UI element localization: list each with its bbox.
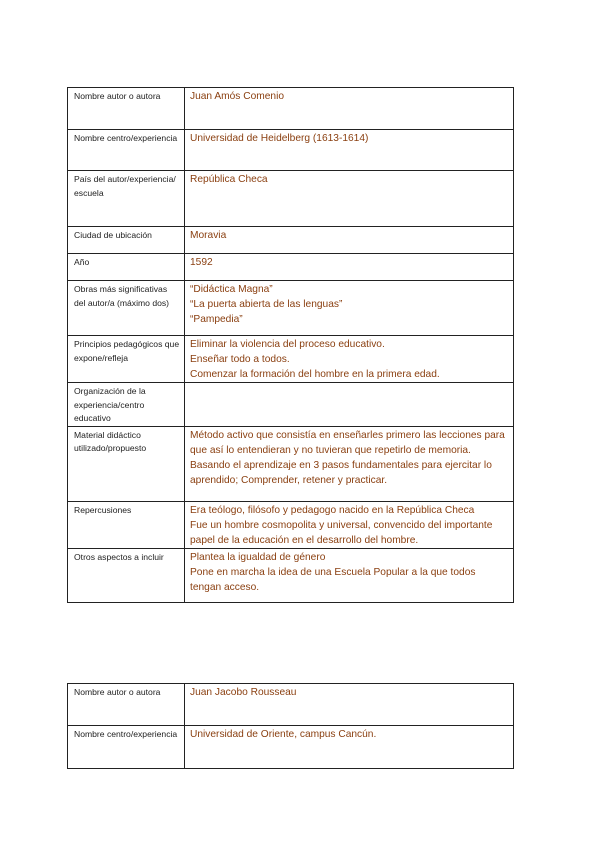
table-row: [68, 336, 514, 383]
table-row: [68, 281, 514, 336]
author-form-table-2: [67, 683, 514, 769]
value-line: “Didáctica Magna”: [190, 284, 273, 295]
value-line: República Checa: [190, 174, 268, 185]
row-value: [185, 88, 514, 130]
row-value: [185, 548, 514, 602]
row-label: Nombre autor o autora: [68, 684, 185, 726]
row-value: [185, 171, 514, 227]
row-label: País del autor/experiencia/ escuela: [68, 171, 185, 227]
value-line: 1592: [190, 257, 213, 268]
row-value: [185, 254, 514, 281]
table-row: [68, 726, 514, 769]
row-label: Ciudad de ubicación: [68, 227, 185, 254]
row-label: Año: [68, 254, 185, 281]
table-row: [68, 383, 514, 427]
value-line: Plantea la igualdad de género: [190, 551, 326, 563]
row-label: Otros aspectos a incluir: [68, 548, 185, 602]
row-label: Obras más significativas del autor/a (máximo dos): [68, 281, 185, 336]
table-row: [68, 171, 514, 227]
table-row: [68, 684, 514, 726]
value-line: Universidad de Oriente, campus Cancún.: [190, 729, 377, 740]
table-row: [68, 88, 514, 130]
value-line: Era teólogo, filósofo y pedagogo nacido en la República Checa: [190, 504, 475, 516]
value-line: Enseñar todo a todos.: [190, 354, 290, 365]
value-line: Fue un hombre cosmopolita y universal, convencido del importante papel de la educación en el desarrollo del hombre.: [190, 519, 493, 546]
value-line: Pone en marcha la idea de una Escuela Popular a la que todos tengan acceso.: [190, 566, 476, 593]
value-line: Comenzar la formación del hombre en la primera edad.: [190, 369, 440, 380]
row-label: Material didáctico utilizado/propuesto: [68, 426, 185, 501]
value-line: Universidad de Heidelberg (1613-1614): [190, 133, 369, 144]
value-line: Juan Jacobo Rousseau: [190, 687, 297, 698]
row-value: [185, 281, 514, 336]
value-line: Moravia: [190, 230, 227, 241]
row-label: Repercusiones: [68, 501, 185, 548]
row-value: [185, 684, 514, 726]
row-label: Organización de la experiencia/centro educativo: [68, 383, 185, 427]
row-value: [185, 383, 514, 427]
value-line: Basando el aprendizaje en 3 pasos fundamentales para ejercitar lo aprendido; Comprender, retener y practicar.: [190, 459, 492, 486]
value-line: Método activo que consistía en enseñarles primero las lecciones para que así lo entendieran y no tuvieran que repetirlo de memoria.: [190, 429, 505, 456]
value-line: Eliminar la violencia del proceso educativo.: [190, 339, 385, 350]
table-row: [68, 501, 514, 548]
row-value: [185, 726, 514, 769]
row-value: [185, 336, 514, 383]
row-label: Nombre autor o autora: [68, 88, 185, 130]
row-label: Principios pedagógicos que expone/refleja: [68, 336, 185, 383]
table-row: [68, 130, 514, 171]
value-line: “La puerta abierta de las lenguas”: [190, 299, 343, 310]
table-row: [68, 254, 514, 281]
value-line: Juan Amós Comenio: [190, 91, 284, 102]
row-value: [185, 227, 514, 254]
row-value: [185, 426, 514, 501]
row-value: [185, 501, 514, 548]
row-label: Nombre centro/experiencia: [68, 130, 185, 171]
row-value: [185, 130, 514, 171]
table-row: [68, 548, 514, 602]
row-label: Nombre centro/experiencia: [68, 726, 185, 769]
table-row: [68, 426, 514, 501]
author-form-table-1: [67, 87, 514, 603]
value-line: “Pampedia”: [190, 314, 243, 325]
table-row: [68, 227, 514, 254]
